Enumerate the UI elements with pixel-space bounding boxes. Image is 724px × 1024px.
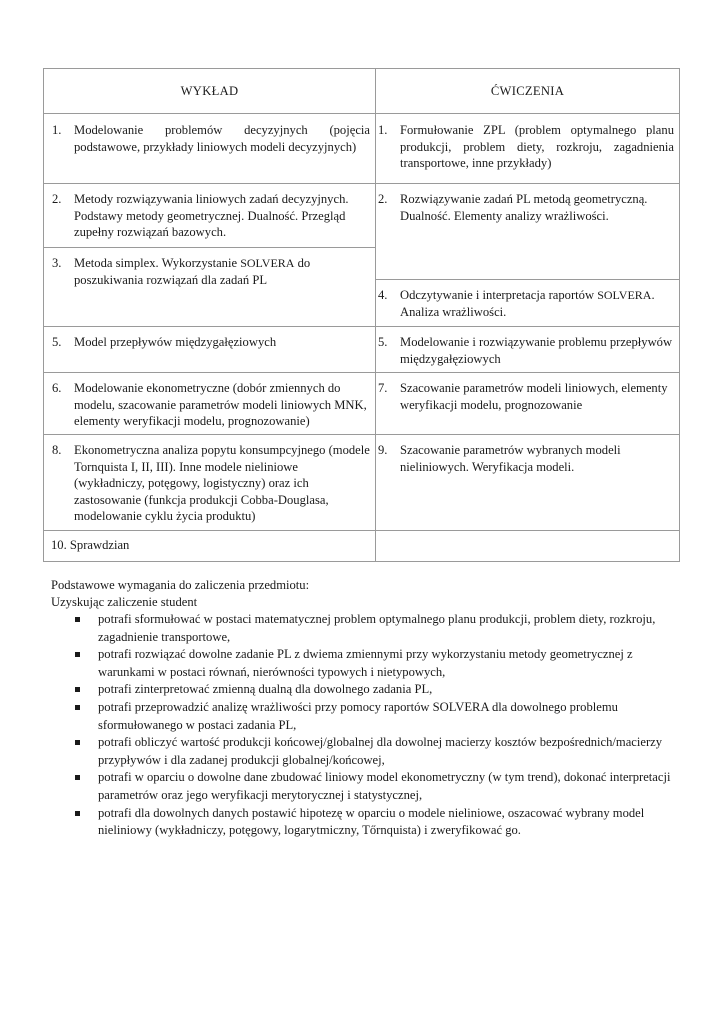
exercise-text: Szacowanie parametrów modeli liniowych, elementy weryfikacji modelu, prognozowanie <box>400 381 668 412</box>
lecture-text: 10. Sprawdzian <box>51 538 130 552</box>
lecture-text-part: do poszukiwania rozwiązań dla zadań PL <box>74 256 311 287</box>
square-bullet-icon <box>75 775 80 780</box>
exercise-text: Formułowanie ZPL (problem optymalnego planu produkcji, problem diety, rozkroju, zagadnienia transportowe, inne przykłady) <box>400 123 674 170</box>
lecture-cell-3 <box>44 248 376 327</box>
header-lecture: WYKŁAD <box>44 69 376 114</box>
lecture-cell-10 <box>44 531 376 562</box>
list-item <box>98 769 681 804</box>
syllabus-table <box>43 68 680 562</box>
lecture-text <box>74 255 375 288</box>
square-bullet-icon <box>75 652 80 657</box>
exercise-text-part: . <box>651 288 655 302</box>
exercise-text: Modelowanie i rozwiązywanie problemu przepływów międzygałęziowych <box>400 335 673 366</box>
list-item-text: potrafi w oparciu o dowolne dane zbudować liniowy model ekonometryczny (w tym trend), dokonać interpretacji parametrów oraz jego weryfikacji merytorycznej i statystycznej, <box>98 770 671 802</box>
square-bullet-icon <box>75 687 80 692</box>
lecture-cell-8 <box>44 435 376 531</box>
lecture-number: 2. <box>52 192 62 206</box>
exercise-cell-1 <box>376 114 680 184</box>
solver-name: SOLVERA <box>240 256 295 270</box>
exercise-cell-7 <box>376 373 680 435</box>
list-item-text: potrafi przeprowadzić analizę wrażliwości przy pomocy raportów SOLVERA dla dowolnego problemu sformułowanego w postaci zadania PL, <box>98 699 618 732</box>
exercise-number: 4. <box>378 288 388 302</box>
lecture-text-part: Metoda simplex. Wykorzystanie <box>74 256 241 270</box>
list-item-text: potrafi obliczyć wartość produkcji końcowej/globalnej dla dowolnej macierzy kosztów bezpośrednich/macierzy przypływów i dla zadanej produkcji globalnej/końcowej, <box>98 735 663 767</box>
lecture-text: Modelowanie ekonometryczne (dobór zmiennych do modelu, szacowanie parametrów modeli liniowych MNK, elementy weryfikacji modelu, prognozowanie) <box>74 381 367 428</box>
exercise-number: 1. <box>378 123 388 137</box>
exercise-cell-9 <box>376 435 680 531</box>
requirements-list <box>51 611 681 840</box>
square-bullet-icon <box>75 811 80 816</box>
exercise-cell-2 <box>376 184 680 280</box>
exercise-text-part: Odczytywanie i interpretacja raportów <box>400 288 598 302</box>
header-exercises: ĆWICZENIA <box>376 69 680 114</box>
exercise-number: 2. <box>378 192 388 206</box>
square-bullet-icon <box>75 617 80 622</box>
list-item <box>98 611 681 646</box>
lecture-text: Modelowanie problemów decyzyjnych (pojęcia podstawowe, przykłady liniowych modeli decyzyjnych) <box>74 123 370 154</box>
exercise-text: Rozwiązywanie zadań PL metodą geometryczną. Dualność. Elementy analizy wrażliwości. <box>400 192 648 223</box>
list-item <box>98 805 681 840</box>
lecture-text: Model przepływów międzygałęziowych <box>74 335 277 349</box>
lecture-text: Metody rozwiązywania liniowych zadań decyzyjnych. Podstawy metody geometrycznej. Dualność. Przegląd zupełny rozwiązań bazowych. <box>74 192 349 239</box>
lecture-cell-1 <box>44 114 376 184</box>
list-item <box>98 699 681 734</box>
square-bullet-icon <box>75 705 80 710</box>
list-item <box>98 681 681 699</box>
lecture-cell-5 <box>44 327 376 373</box>
exercise-text: Szacowanie parametrów wybranych modeli nieliniowych. Weryfikacja modeli. <box>400 443 621 474</box>
requirements-subintro: Uzyskując zaliczenie student <box>51 595 198 609</box>
exercise-cell-empty <box>376 531 680 562</box>
list-item <box>98 646 681 681</box>
exercise-number: 9. <box>378 443 388 457</box>
list-item-text: potrafi zinterpretować zmienną dualną dla dowolnego zadania PL, <box>98 682 433 697</box>
requirements-intro: Podstawowe wymagania do zaliczenia przedmiotu: <box>51 578 310 592</box>
lecture-text: Ekonometryczna analiza popytu konsumpcyjnego (modele Tornquista I, II, III). Inne modele nieliniowe (wykładniczy, potęgowy, logistyczny) oraz ich zastosowanie (funkcja produkcji Cobba-Douglasa, modelowanie cyklu życia produktu) <box>74 443 370 523</box>
lecture-number: 3. <box>52 256 62 270</box>
exercise-number: 5. <box>378 335 388 349</box>
lecture-number: 8. <box>52 443 62 457</box>
square-bullet-icon <box>75 740 80 745</box>
lecture-number: 6. <box>52 381 62 395</box>
lecture-number: 5. <box>52 335 62 349</box>
solver-name: SOLVERA <box>597 288 652 302</box>
exercise-text <box>400 287 679 320</box>
list-item <box>98 734 681 769</box>
lecture-number: 1. <box>52 123 62 137</box>
exercise-cell-4 <box>376 280 680 327</box>
exercise-number: 7. <box>378 381 388 395</box>
exercise-text-part: Analiza wrażliwości. <box>400 304 507 319</box>
exercise-cell-5 <box>376 327 680 373</box>
lecture-cell-2 <box>44 184 376 248</box>
list-item-text: potrafi rozwiązać dowolne zadanie PL z dwiema zmiennymi przy wykorzystaniu metody geometrycznej z warunkami w postaci równań, nierówności typowych i nietypowych, <box>98 647 633 679</box>
list-item-text: potrafi sformułować w postaci matematycznej problem optymalnego planu produkcji, problem diety, rozkroju, zagadnienie transportowe, <box>98 612 656 644</box>
list-item-text: potrafi dla dowolnych danych postawić hipotezę w oparciu o modele nieliniowe, oszacować wybrany model nieliniowy (wykładniczy, potęgowy, logarytmiczny, Tőrnquista) i zweryfikować go. <box>98 805 645 838</box>
lecture-cell-6 <box>44 373 376 435</box>
requirements-section <box>51 577 681 840</box>
